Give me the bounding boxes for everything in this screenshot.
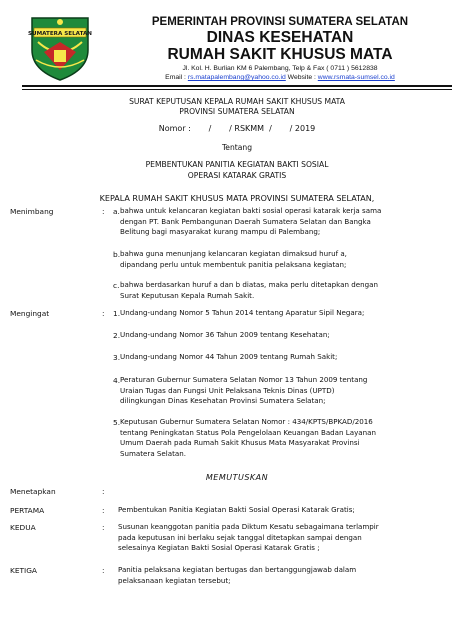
text-line: tentang Peningkatan Status Pola Pengelolaan Keuangan Badan Layanan bbox=[120, 427, 376, 437]
mengingat-item-4 bbox=[120, 375, 444, 407]
memutuskan-heading: MEMUTUSKAN bbox=[205, 473, 269, 482]
mengingat-item-3 bbox=[120, 352, 444, 363]
text-line: pelaksanaan kegiatan tersebut; bbox=[118, 575, 231, 585]
letterhead-rule-thick bbox=[22, 85, 452, 87]
text-line: dilingkungan Dinas Kesehatan Provinsi Sumatera Selatan; bbox=[120, 396, 326, 406]
text-line: Peraturan Gubernur Sumatera Selatan Nomor 13 Tahun 2009 tentang bbox=[120, 375, 368, 384]
authority-heading: KEPALA RUMAH SAKIT KHUSUS MATA PROVINSI SUMATERA SELATAN, bbox=[99, 194, 375, 203]
text-line: Surat Keputusan Kepala Rumah Sakit. bbox=[120, 290, 255, 300]
letterhead-department: DINAS KESEHATAN bbox=[206, 29, 354, 46]
item-mark: 1. bbox=[113, 309, 121, 318]
text-line: selesainya Kegiatan Bakti Sosial Operasi Katarak Gratis ; bbox=[118, 543, 320, 553]
kedua-colon: : bbox=[102, 523, 105, 532]
website-label: Website : bbox=[285, 74, 318, 81]
menimbang-item-c bbox=[120, 280, 444, 301]
text-line: Belitung bagi masyarakat kurang mampu di Palembang; bbox=[120, 227, 321, 237]
mengingat-label: Mengingat bbox=[10, 309, 50, 318]
email-label: Email : bbox=[165, 74, 188, 81]
text-line: Undang-undang Nomor 44 Tahun 2009 tentang Rumah Sakit; bbox=[120, 352, 338, 361]
text-line: Susunan keanggotan panitia pada Diktum Kesatu sebagaimana terlampir bbox=[118, 522, 379, 531]
pertama-label: PERTAMA bbox=[10, 506, 45, 515]
item-mark: 3. bbox=[113, 353, 121, 362]
text-line: Umum Daerah pada Rumah Sakit Khusus Mata Masyarakat Provinsi bbox=[120, 438, 360, 448]
menetapkan-label: Menetapkan bbox=[10, 487, 56, 496]
text-line: dipandang perlu untuk membentuk panitia pelaksana kegiatan; bbox=[120, 259, 347, 269]
tentang-label: Tentang bbox=[221, 143, 253, 152]
menimbang-item-b bbox=[120, 249, 444, 270]
kedua-label: KEDUA bbox=[10, 523, 36, 532]
province-emblem-logo bbox=[24, 12, 96, 82]
item-mark: 4. bbox=[113, 376, 121, 385]
subject-line2: OPERASI KATARAK GRATIS bbox=[187, 171, 287, 180]
ketiga-label: KETIGA bbox=[10, 566, 37, 575]
menimbang-item-a bbox=[120, 206, 444, 238]
ketiga-colon: : bbox=[102, 566, 105, 575]
letterhead-address: Jl. Kol. H. Burlian KM 6 Palembang, Telp & Fax ( 0711 ) 5612838 bbox=[182, 65, 378, 72]
item-mark: 5. bbox=[113, 418, 121, 427]
letterhead-government: PEMERINTAH PROVINSI SUMATERA SELATAN bbox=[151, 16, 409, 28]
kedua-text bbox=[118, 522, 444, 554]
decree-title-line1: SURAT KEPUTUSAN KEPALA RUMAH SAKIT KHUSUS MATA bbox=[129, 97, 345, 106]
letterhead-rule-thin bbox=[22, 89, 452, 90]
menetapkan-colon: : bbox=[102, 487, 105, 496]
text-line: Undang-undang Nomor 36 Tahun 2009 tentang Kesehatan; bbox=[120, 330, 330, 339]
text-line: Keputusan Gubernur Sumatera Selatan Nomor : 434/KPTS/BPKAD/2016 bbox=[120, 417, 373, 426]
text-line: pada keputusan ini berlaku sejak tanggal ditetapkan sampai dengan bbox=[118, 532, 362, 542]
menimbang-colon: : bbox=[102, 207, 105, 216]
mengingat-item-5 bbox=[120, 417, 444, 459]
pertama-text bbox=[118, 505, 444, 516]
item-mark: a. bbox=[113, 207, 120, 216]
decree-number: Nomor : / / RSKMM / / 2019 bbox=[158, 124, 316, 133]
text-line: Uraian Tugas dan Fungsi Unit Pelaksana Teknis Dinas (UPTD) bbox=[120, 385, 335, 395]
text-line: Pembentukan Panitia Kegiatan Bakti Sosial Operasi Katarak Gratis; bbox=[118, 505, 355, 514]
pertama-colon: : bbox=[102, 506, 105, 515]
text-line: dengan PT. Bank Pembangunan Daerah Sumatera Selatan dan Bangka bbox=[120, 216, 371, 226]
mengingat-colon: : bbox=[102, 309, 105, 318]
text-line: bahwa berdasarkan huruf a dan b diatas, maka perlu ditetapkan dengan bbox=[120, 280, 378, 289]
item-mark: b. bbox=[113, 250, 121, 259]
email-link[interactable]: rs.matapalembang@yahoo.co.id bbox=[187, 74, 286, 81]
subject-line1: PEMBENTUKAN PANITIA KEGIATAN BAKTI SOSIAL bbox=[145, 160, 329, 169]
text-line: bahwa untuk kelancaran kegiatan bakti sosial operasi katarak kerja sama bbox=[120, 206, 382, 215]
item-mark: 2. bbox=[113, 331, 121, 340]
text-line: bahwa guna menunjang kelancaran kegiatan dimaksud huruf a, bbox=[120, 249, 347, 258]
website-link[interactable]: www.rsmata-sumsel.co.id bbox=[317, 74, 395, 81]
item-mark: c. bbox=[113, 281, 120, 290]
ketiga-text bbox=[118, 565, 444, 586]
menimbang-label: Menimbang bbox=[10, 207, 54, 216]
text-line: Undang-undang Nomor 5 Tahun 2014 tentang Aparatur Sipil Negara; bbox=[120, 308, 365, 317]
letterhead-contact bbox=[120, 74, 440, 81]
logo-text: SUMATERA SELATAN bbox=[28, 31, 92, 38]
text-line: Panitia pelaksana kegiatan bertugas dan bertanggungjawab dalam bbox=[118, 565, 357, 574]
mengingat-item-2 bbox=[120, 330, 444, 341]
mengingat-item-1 bbox=[120, 308, 444, 319]
letterhead-hospital: RUMAH SAKIT KHUSUS MATA bbox=[167, 46, 393, 63]
text-line: Sumatera Selatan. bbox=[120, 448, 186, 458]
decree-title-line2: PROVINSI SUMATERA SELATAN bbox=[179, 107, 295, 116]
